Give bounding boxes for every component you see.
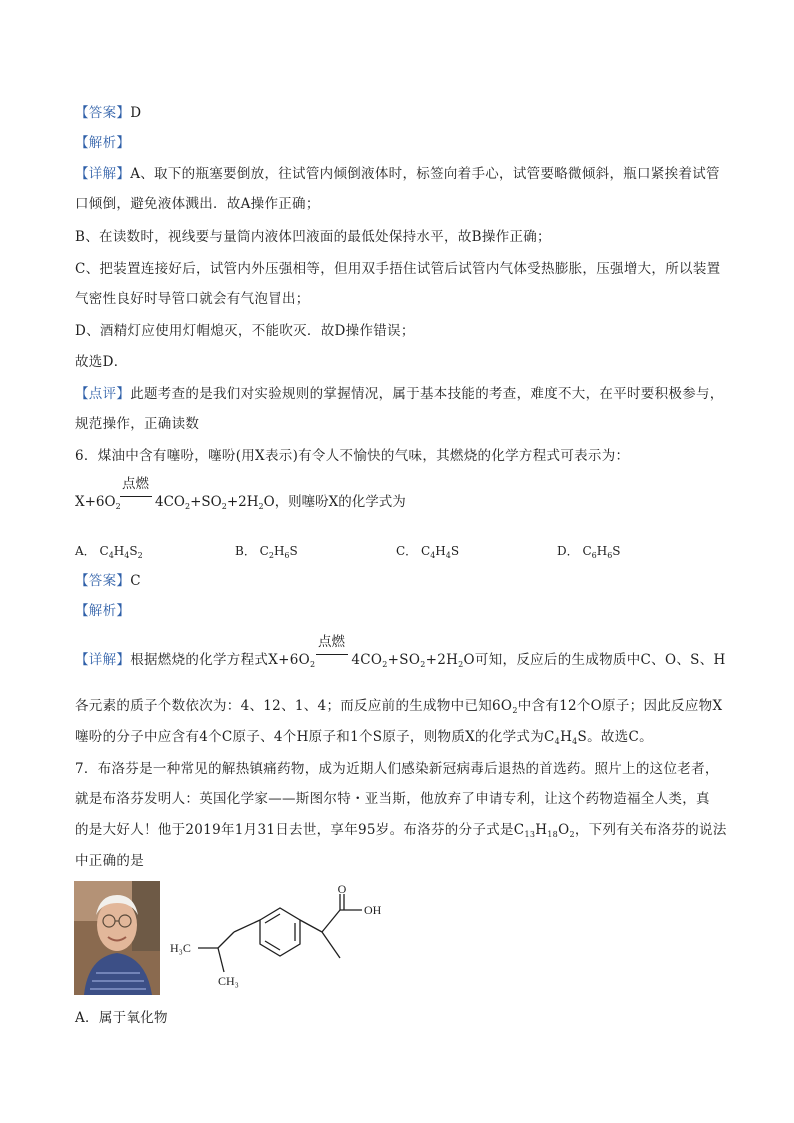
answer-tag: 【答案】 bbox=[75, 105, 131, 121]
detail2-pre: 根据燃烧的化学方程式 bbox=[130, 652, 269, 668]
eq-condition: 点燃 bbox=[122, 476, 149, 492]
answer-value-2: C bbox=[130, 573, 141, 589]
struct-oh-label: OH bbox=[364, 903, 382, 917]
detail1-line-1 bbox=[75, 164, 720, 184]
question-7-line-2: 就是布洛芬发明人：英国化学家——斯图尔特・亚当斯，他放弃了申请专利，让这个药物造福全人类，真 bbox=[75, 791, 710, 807]
option-c[interactable]: C． $C_4H_4S$ bbox=[396, 544, 460, 560]
detail1-line-7: 故选D． bbox=[75, 354, 128, 370]
answer-line-2 bbox=[75, 571, 141, 591]
eq-product-h2o: +2H bbox=[226, 494, 259, 510]
comment-tag: 【点评】 bbox=[75, 386, 131, 402]
answer-tag-2: 【答案】 bbox=[75, 573, 131, 589]
eq-arrow bbox=[120, 496, 152, 497]
eq-sub: 2 bbox=[115, 502, 121, 511]
eq-tail: ，则噻吩X的化学式为 bbox=[274, 494, 406, 510]
question-7-line-1: 7．布洛芬是一种常见的解热镇痛药物，成为近期人们感染新冠病毒后退热的首选药。照片上的这位老者， bbox=[75, 761, 719, 777]
option-b[interactable]: B． $C_2H_6S$ bbox=[235, 544, 298, 560]
analysis-tag-2: 【解析】 bbox=[75, 603, 131, 619]
answer-line-1 bbox=[75, 103, 141, 123]
detail1-line-3: B、在读数时，视线要与量筒内液体凹液面的最低处保持水平，故B操作正确； bbox=[75, 229, 551, 245]
detail-tag: 【详解】 bbox=[75, 166, 131, 182]
detail2-line-1: 【详解】根据燃烧的化学方程式$X+6O_2$ $4CO_2+SO_2+2H_2O$可知，反应后的生成物质中C、O、S、H bbox=[75, 652, 726, 669]
analysis-line-2 bbox=[75, 601, 130, 621]
option-d[interactable]: D． $C_6H_6S$ bbox=[557, 544, 621, 560]
detail2-post: 可知，反应后的生成物质中C、O、S、H bbox=[474, 652, 726, 668]
detail2-line-2: 各元素的质子个数依次为：4、12、1、4；而反应前的生成物中已知$6O_2$中含有12个O原子；因此反应物X bbox=[75, 698, 723, 715]
comment-text-1: 此题考查的是我们对实验规则的掌握情况，属于基本技能的考查，难度不大，在平时要积极参与， bbox=[130, 386, 724, 402]
option-a[interactable]: A． $C_4H_4S_2$ bbox=[75, 544, 143, 560]
question-6-stem: 6．煤油中含有噻吩，噻吩(用X表示)有令人不愉快的气味，其燃烧的化学方程式可表示为： bbox=[75, 448, 630, 464]
comment-line-2: 规范操作，正确读数 bbox=[75, 416, 200, 432]
detail1-line-4: C、把装置连接好后，试管内外压强相等，但用双手捂住试管后试管内气体受热膨胀，压强增大，所以装置 bbox=[75, 261, 721, 277]
eq2-arrow bbox=[316, 654, 348, 655]
struct-h3c-label: H₃C bbox=[170, 941, 191, 955]
detail-tag-2: 【详解】 bbox=[75, 652, 131, 668]
comment-line-1 bbox=[75, 384, 724, 404]
option-a-q7[interactable]: A．属于氧化物 bbox=[75, 1010, 168, 1026]
eq-left: X+6O bbox=[75, 494, 116, 510]
detail1-text-1: A、取下的瓶塞要倒放，往试管内倾倒液体时，标签向着手心，试管要略微倾斜，瓶口紧挨着试管 bbox=[130, 166, 720, 182]
inventor-photo bbox=[74, 881, 160, 995]
detail1-line-2: 口倾倒，避免液体溅出．故A操作正确； bbox=[75, 196, 320, 212]
struct-o-label: O bbox=[337, 882, 347, 896]
detail1-line-5: 气密性良好时导管口就会有气泡冒出； bbox=[75, 291, 310, 307]
eq-product-so2: +SO bbox=[190, 494, 222, 510]
question-7-line-4: 中正确的是 bbox=[75, 853, 144, 869]
eq2-condition: 点燃 bbox=[318, 634, 345, 650]
detail2-line-3: 噻吩的分子中应含有4个C原子、4个H原子和1个S原子，则物质X的化学式为$C_4H_4S$。故选C。 bbox=[75, 729, 653, 746]
question-7-line-3: 的是大好人！他于2019年1月31日去世，享年95岁。布洛芬的分子式是$C_{13}H_{18}O_2$，下列有关布洛芬的说法 bbox=[75, 822, 727, 839]
ibuprofen-structure bbox=[168, 880, 418, 992]
answer-value: D bbox=[130, 105, 142, 121]
analysis-tag: 【解析】 bbox=[75, 135, 131, 151]
struct-ch3-label: CH₃ bbox=[218, 974, 239, 988]
eq-product-co2: 4CO bbox=[155, 494, 185, 510]
detail1-line-6: D、酒精灯应使用灯帽熄灭，不能吹灭．故D操作错误； bbox=[75, 323, 415, 339]
analysis-line-1 bbox=[75, 133, 130, 153]
